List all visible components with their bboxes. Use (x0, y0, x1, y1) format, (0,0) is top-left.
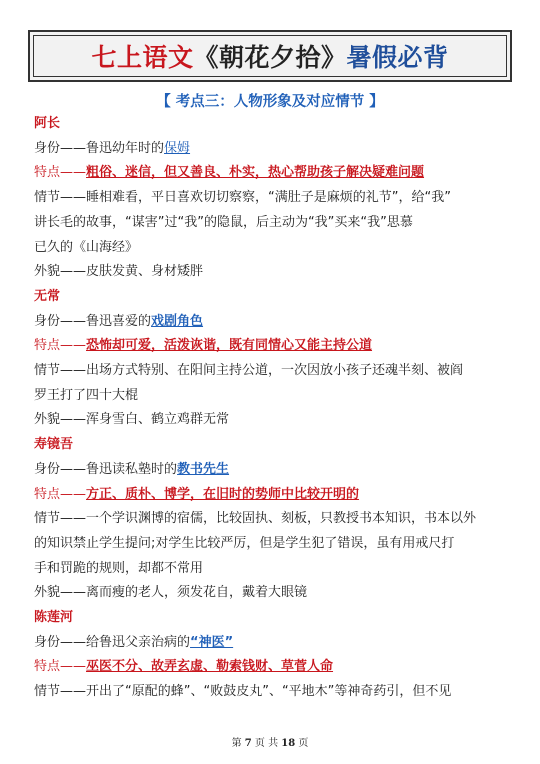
plot-line: 的知识禁止学生提问;对学生比较严厉，但是学生犯了错误，虽有用戒尺打 (34, 535, 455, 551)
title-part2: 《朝花夕拾》 (193, 43, 347, 72)
plot-line: 情节——一个学识渊博的宿儒，比较固执、刻板，只教授书本知识，书本以外 (34, 511, 477, 527)
identity-label: 身份—— (34, 313, 87, 329)
plot-line: 情节——开出了“原配的蜂”、“败鼓皮丸”、“平地木”等神奇药引，但不见 (34, 684, 452, 700)
footer-post: 页 (298, 738, 309, 749)
appearance-line: 外貌——浑身雪白、鹤立鸡群无常 (34, 412, 230, 428)
trait-label: 特点—— (34, 165, 87, 181)
identity-highlight: 戏剧角色 (151, 313, 204, 329)
plot-line: 情节——睡相难看，平日喜欢切切察察，“满肚子是麻烦的礼节”，给“我” (34, 190, 451, 206)
identity-line (34, 631, 512, 656)
character-name: 无常 (34, 288, 61, 304)
page-title (91, 38, 448, 74)
appearance-line: 外貌——离而瘦的老人，须发花自，戴着大眼镜 (34, 585, 308, 601)
identity-text: 给鲁迅父亲治病的 (86, 634, 191, 650)
identity-label: 身份—— (34, 461, 87, 477)
identity-line (34, 310, 512, 335)
plot-line: 情节——出场方式特别、在阳间主持公道，一次因放小孩子还魂半刻、被阎 (34, 363, 464, 379)
title-part3: 暑假必背 (346, 43, 449, 72)
trait-text: 巫医不分、故弄玄虚、勒索钱财、草菅人命 (86, 659, 334, 675)
identity-highlight: 教书先生 (177, 461, 230, 477)
page-number: 7 (244, 738, 252, 749)
appearance-line: 外貌——皮肤发黄、身材矮胖 (34, 264, 204, 280)
trait-line (34, 655, 512, 680)
identity-text: 鲁迅喜爱的 (86, 313, 152, 329)
plot-line: 讲长毛的故事，“谋害”过“我”的隐鼠，后主动为“我”买来“我”思慕 (34, 214, 413, 230)
page-footer (0, 734, 540, 749)
total-pages: 18 (281, 738, 296, 749)
character-name: 陈莲河 (34, 610, 74, 626)
identity-text: 鲁迅读私塾时的 (86, 461, 178, 477)
identity-highlight: “神医” (190, 634, 234, 650)
identity-label: 身份—— (34, 634, 87, 650)
title-part1: 七上语文 (91, 43, 194, 72)
content (34, 112, 512, 705)
identity-line (34, 137, 512, 162)
trait-text: 粗俗、迷信，但又善良、朴实，热心帮助孩子解决疑难问题 (86, 165, 425, 181)
identity-line (34, 458, 512, 483)
footer-pre: 第 (231, 738, 242, 749)
identity-highlight: 保姆 (164, 140, 191, 156)
identity-text: 鲁迅幼年时的 (86, 140, 165, 156)
character-name: 寿镜吾 (34, 437, 74, 453)
title-banner (28, 30, 512, 82)
trait-label: 特点—— (34, 338, 87, 354)
trait-line (34, 483, 512, 508)
trait-text: 恐怖却可爱，活泼诙谐，既有同情心又能主持公道 (86, 338, 373, 354)
section-subtitle: 【 考点三：人物形象及对应情节 】 (156, 93, 384, 110)
identity-label: 身份—— (34, 140, 87, 156)
trait-line (34, 334, 512, 359)
footer-mid: 页 共 (254, 738, 279, 749)
trait-label: 特点—— (34, 659, 87, 675)
trait-text: 方正、质朴、博学，在旧时的势师中比较开明的 (86, 486, 360, 502)
character-name: 阿长 (34, 116, 61, 131)
plot-line: 手和罚跪的规则，却都不常用 (34, 560, 204, 576)
plot-line: 已久的《山海经》 (34, 239, 139, 255)
trait-line (34, 161, 512, 186)
plot-line: 罗王打了四十大棍 (34, 387, 139, 403)
trait-label: 特点—— (34, 486, 87, 502)
